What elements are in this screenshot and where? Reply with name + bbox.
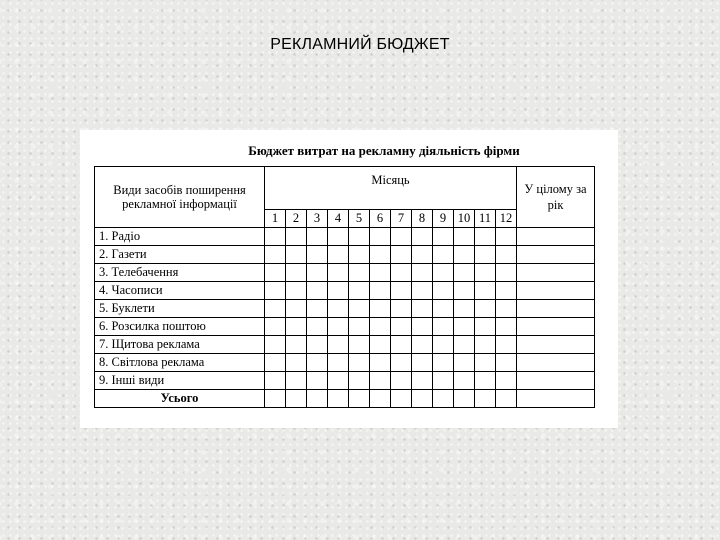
month-cell (286, 300, 307, 318)
month-cell (391, 390, 412, 408)
row-label: 9. Інші види (95, 372, 265, 390)
month-cell (412, 390, 433, 408)
total-row (95, 390, 595, 408)
month-cell (454, 264, 475, 282)
table-row (95, 228, 595, 246)
header-media-type: Види засобів поширення рекламної інформації (95, 167, 265, 228)
month-cell (328, 390, 349, 408)
month-cell (349, 228, 370, 246)
month-cell (349, 300, 370, 318)
year-total-cell (517, 246, 595, 264)
month-cell (433, 246, 454, 264)
month-number: 3 (307, 210, 328, 228)
month-cell (391, 246, 412, 264)
month-cell (286, 282, 307, 300)
row-label: 5. Буклети (95, 300, 265, 318)
year-total-cell (517, 228, 595, 246)
header-year-total: У цілому за рік (517, 167, 595, 228)
month-cell (454, 390, 475, 408)
row-label: 8. Світлова реклама (95, 354, 265, 372)
month-cell (307, 246, 328, 264)
month-number: 12 (496, 210, 517, 228)
month-cell (286, 318, 307, 336)
month-cell (454, 282, 475, 300)
month-cell (412, 264, 433, 282)
month-number: 1 (265, 210, 286, 228)
month-cell (433, 390, 454, 408)
month-cell (496, 300, 517, 318)
year-total-cell (517, 318, 595, 336)
month-cell (265, 300, 286, 318)
month-cell (475, 354, 496, 372)
month-number: 2 (286, 210, 307, 228)
month-cell (496, 336, 517, 354)
year-total-cell (517, 354, 595, 372)
month-cell (496, 318, 517, 336)
year-total-cell (517, 390, 595, 408)
header-month: Місяць (265, 167, 517, 210)
month-cell (496, 354, 517, 372)
month-cell (370, 246, 391, 264)
month-cell (349, 372, 370, 390)
month-cell (349, 336, 370, 354)
total-label: Усього (95, 390, 265, 408)
month-cell (433, 318, 454, 336)
month-cell (454, 336, 475, 354)
month-cell (370, 318, 391, 336)
month-cell (433, 264, 454, 282)
month-cell (349, 318, 370, 336)
month-cell (286, 372, 307, 390)
table-row (95, 318, 595, 336)
month-cell (454, 246, 475, 264)
month-cell (286, 390, 307, 408)
month-cell (391, 372, 412, 390)
month-number: 8 (412, 210, 433, 228)
month-cell (307, 318, 328, 336)
month-cell (496, 282, 517, 300)
month-cell (265, 336, 286, 354)
month-cell (265, 372, 286, 390)
month-cell (286, 228, 307, 246)
month-cell (412, 282, 433, 300)
row-label: 1. Радіо (95, 228, 265, 246)
month-cell (412, 372, 433, 390)
month-cell (370, 336, 391, 354)
month-cell (328, 318, 349, 336)
month-cell (328, 264, 349, 282)
month-cell (328, 372, 349, 390)
month-number: 5 (349, 210, 370, 228)
month-cell (391, 282, 412, 300)
year-total-cell (517, 264, 595, 282)
table-row (95, 354, 595, 372)
month-cell (286, 336, 307, 354)
month-cell (475, 300, 496, 318)
table-row (95, 300, 595, 318)
month-cell (370, 390, 391, 408)
month-cell (475, 264, 496, 282)
budget-table (94, 166, 595, 408)
month-cell (349, 264, 370, 282)
month-cell (412, 246, 433, 264)
month-cell (307, 354, 328, 372)
table-row (95, 282, 595, 300)
table-heading: Бюджет витрат на рекламну діяльність фірми (248, 143, 520, 158)
month-cell (265, 390, 286, 408)
month-cell (307, 336, 328, 354)
month-cell (475, 246, 496, 264)
row-label: 6. Розсилка поштою (95, 318, 265, 336)
month-cell (475, 282, 496, 300)
month-cell (286, 264, 307, 282)
month-number: 9 (433, 210, 454, 228)
month-cell (370, 282, 391, 300)
slide-title: РЕКЛАМНИЙ БЮДЖЕТ (270, 36, 450, 53)
month-cell (433, 300, 454, 318)
month-cell (265, 264, 286, 282)
month-cell (349, 390, 370, 408)
budget-sheet (80, 130, 618, 428)
year-total-cell (517, 372, 595, 390)
table-row (95, 372, 595, 390)
month-cell (307, 372, 328, 390)
month-cell (265, 318, 286, 336)
month-cell (412, 336, 433, 354)
month-cell (391, 264, 412, 282)
month-cell (328, 336, 349, 354)
month-cell (328, 246, 349, 264)
month-cell (391, 318, 412, 336)
month-cell (454, 372, 475, 390)
month-cell (475, 336, 496, 354)
month-cell (496, 228, 517, 246)
month-cell (391, 228, 412, 246)
month-cell (370, 264, 391, 282)
month-cell (496, 246, 517, 264)
month-number: 7 (391, 210, 412, 228)
month-cell (349, 282, 370, 300)
month-cell (433, 372, 454, 390)
month-cell (391, 300, 412, 318)
month-cell (370, 354, 391, 372)
month-cell (454, 318, 475, 336)
month-cell (412, 228, 433, 246)
month-cell (307, 282, 328, 300)
row-label: 4. Часописи (95, 282, 265, 300)
month-cell (286, 246, 307, 264)
month-cell (454, 228, 475, 246)
month-cell (265, 228, 286, 246)
month-cell (433, 282, 454, 300)
month-cell (328, 354, 349, 372)
month-number: 4 (328, 210, 349, 228)
month-cell (454, 354, 475, 372)
month-cell (454, 300, 475, 318)
month-cell (475, 390, 496, 408)
row-label: 2. Газети (95, 246, 265, 264)
month-cell (370, 300, 391, 318)
month-cell (475, 228, 496, 246)
month-cell (265, 282, 286, 300)
table-row (95, 246, 595, 264)
month-cell (496, 264, 517, 282)
month-cell (412, 354, 433, 372)
row-label: 3. Телебачення (95, 264, 265, 282)
month-number: 11 (475, 210, 496, 228)
month-cell (496, 390, 517, 408)
month-cell (412, 318, 433, 336)
month-cell (475, 318, 496, 336)
month-cell (496, 372, 517, 390)
month-number: 10 (454, 210, 475, 228)
year-total-cell (517, 282, 595, 300)
month-cell (286, 354, 307, 372)
month-cell (370, 372, 391, 390)
month-cell (307, 390, 328, 408)
month-cell (391, 354, 412, 372)
month-cell (349, 354, 370, 372)
month-cell (412, 300, 433, 318)
year-total-cell (517, 300, 595, 318)
month-cell (433, 336, 454, 354)
month-cell (328, 300, 349, 318)
year-total-cell (517, 336, 595, 354)
month-cell (433, 228, 454, 246)
month-cell (307, 228, 328, 246)
month-cell (328, 282, 349, 300)
table-row (95, 336, 595, 354)
month-number: 6 (370, 210, 391, 228)
month-cell (433, 354, 454, 372)
month-cell (391, 336, 412, 354)
table-row (95, 264, 595, 282)
month-cell (307, 300, 328, 318)
month-cell (328, 228, 349, 246)
month-cell (265, 354, 286, 372)
month-cell (475, 372, 496, 390)
month-cell (349, 246, 370, 264)
month-cell (265, 246, 286, 264)
month-cell (370, 228, 391, 246)
row-label: 7. Щитова реклама (95, 336, 265, 354)
month-cell (307, 264, 328, 282)
